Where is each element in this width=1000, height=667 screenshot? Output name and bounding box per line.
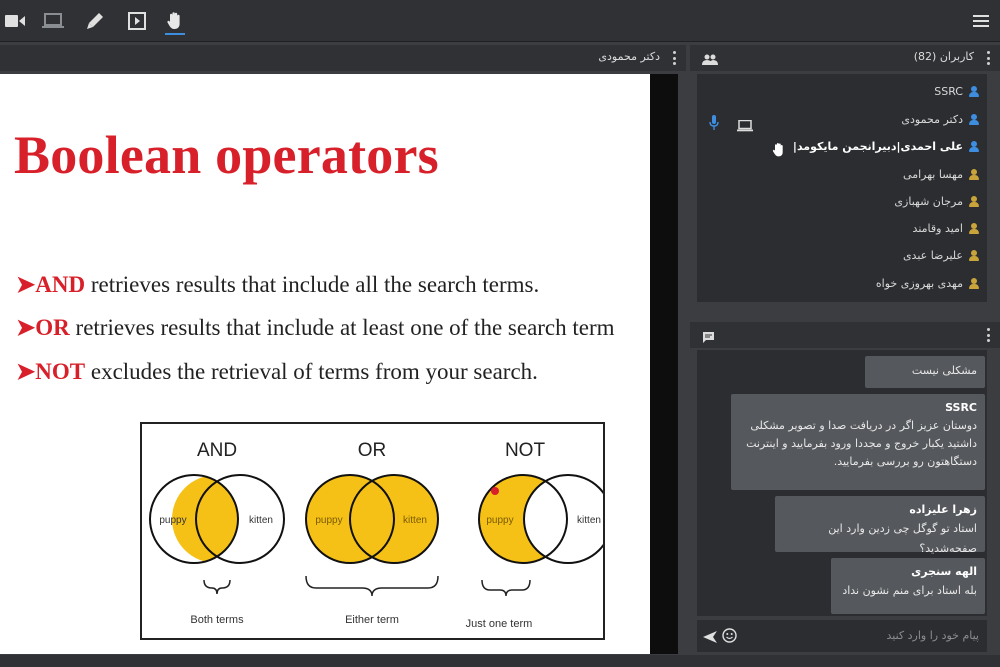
send-icon[interactable] xyxy=(703,629,717,648)
user-item[interactable]: علیرضا عبدی xyxy=(903,245,979,265)
user-item[interactable]: مهسا بهرامی xyxy=(903,164,979,184)
slide-gutter xyxy=(650,74,678,654)
venn-right-label: kitten xyxy=(249,515,273,526)
chat-message: SSRC دوستان عزیز اگر در دریافت صدا و تصویر مشکلی داشتید یکبار خروج و مجددا ورود بفرمایید و اینترنت دستگاهتون رو بررسی بفرمایید. xyxy=(731,394,985,490)
venn-not xyxy=(466,440,603,630)
venn-diagram-box xyxy=(140,422,605,640)
venn-caption: Either term xyxy=(345,614,399,626)
chat-icon xyxy=(702,329,715,348)
users-title: کاربران (82) xyxy=(913,50,974,63)
users-header xyxy=(690,45,1000,71)
venn-left-label: puppy xyxy=(486,515,514,526)
screen-share-icon xyxy=(737,117,753,136)
venn-right-label: kitten xyxy=(577,515,601,526)
chat-sender: الهه سنجری xyxy=(911,565,977,578)
venn-or xyxy=(306,440,438,626)
chat-input-placeholder[interactable]: پیام خود را وارد کنید xyxy=(886,629,979,642)
presentation-icon[interactable] xyxy=(124,8,150,34)
user-item[interactable]: مرجان شهبازی xyxy=(894,191,979,211)
user-icon xyxy=(969,223,979,234)
user-icon xyxy=(969,278,979,289)
pointer-dot xyxy=(491,487,499,495)
chat-options-icon[interactable] xyxy=(986,328,990,342)
chat-input-bar[interactable] xyxy=(697,620,987,652)
user-icon xyxy=(969,114,979,125)
users-icon xyxy=(702,51,718,70)
user-icon xyxy=(969,169,979,180)
presentation-options-icon[interactable] xyxy=(672,51,676,65)
venn-caption: Just one term xyxy=(465,618,533,630)
video-camera-icon[interactable] xyxy=(2,8,28,34)
pencil-icon[interactable] xyxy=(82,8,108,34)
top-toolbar xyxy=(0,0,1000,42)
venn-left-label: puppy xyxy=(159,515,187,526)
chat-messages xyxy=(697,350,987,616)
venn-left-label: puppy xyxy=(315,515,343,526)
user-icon xyxy=(969,196,979,207)
user-item[interactable]: امید وقامند xyxy=(913,218,979,238)
raised-hand-icon xyxy=(771,142,787,162)
venn-heading: NOT xyxy=(504,440,546,461)
user-item[interactable]: مهدی بهروزی خواه xyxy=(876,273,979,293)
chat-header xyxy=(690,322,1000,348)
user-item[interactable]: علی احمدی|دبیرانجمن مایکومد| xyxy=(793,136,979,156)
bullet-arrow-icon: ➤ xyxy=(16,315,36,340)
venn-and xyxy=(150,440,284,626)
microphone-icon xyxy=(709,115,719,134)
menu-icon[interactable] xyxy=(968,8,994,34)
slide-bullet-and: ➤AND retrieves results that include all the search terms. xyxy=(16,272,540,297)
users-options-icon[interactable] xyxy=(986,51,990,65)
presentation-header xyxy=(0,45,686,71)
chat-message: الهه سنجری بله استاد برای منم نشون نداد xyxy=(831,558,985,614)
chat-sender: SSRC xyxy=(945,401,977,414)
venn-heading: AND xyxy=(196,440,238,461)
emoji-icon[interactable] xyxy=(722,628,737,647)
chat-message: مشکلی نیست xyxy=(865,356,985,388)
venn-caption: Both terms xyxy=(190,614,244,626)
slide-bullet-or: ➤OR retrieves results that include at least one of the search term xyxy=(16,315,615,340)
bottom-bar xyxy=(0,655,1000,667)
user-icon xyxy=(969,250,979,261)
slide-title: Boolean operators xyxy=(14,125,439,185)
user-icon xyxy=(969,141,979,152)
screen-share-icon[interactable] xyxy=(40,8,66,34)
user-icon xyxy=(969,86,979,97)
presenter-name: دکتر محمودی xyxy=(598,50,660,63)
chat-sender: زهرا علیزاده xyxy=(909,503,977,516)
venn-heading: OR xyxy=(357,440,387,461)
user-item[interactable]: SSRC xyxy=(934,81,979,101)
chat-message: زهرا علیزاده استاد تو گوگل چی زدین وارد این صفحه‌شدید؟ xyxy=(775,496,985,552)
bullet-arrow-icon: ➤ xyxy=(16,272,36,297)
slide-bullet-not: ➤NOT excludes the retrieval of terms from your search. xyxy=(16,359,538,384)
venn-right-label: kitten xyxy=(403,515,427,526)
hand-icon[interactable] xyxy=(162,8,188,34)
users-list xyxy=(697,74,987,302)
bullet-arrow-icon: ➤ xyxy=(16,359,36,384)
active-tool-indicator xyxy=(165,33,185,35)
user-item[interactable]: دکتر محمودی xyxy=(901,109,979,129)
